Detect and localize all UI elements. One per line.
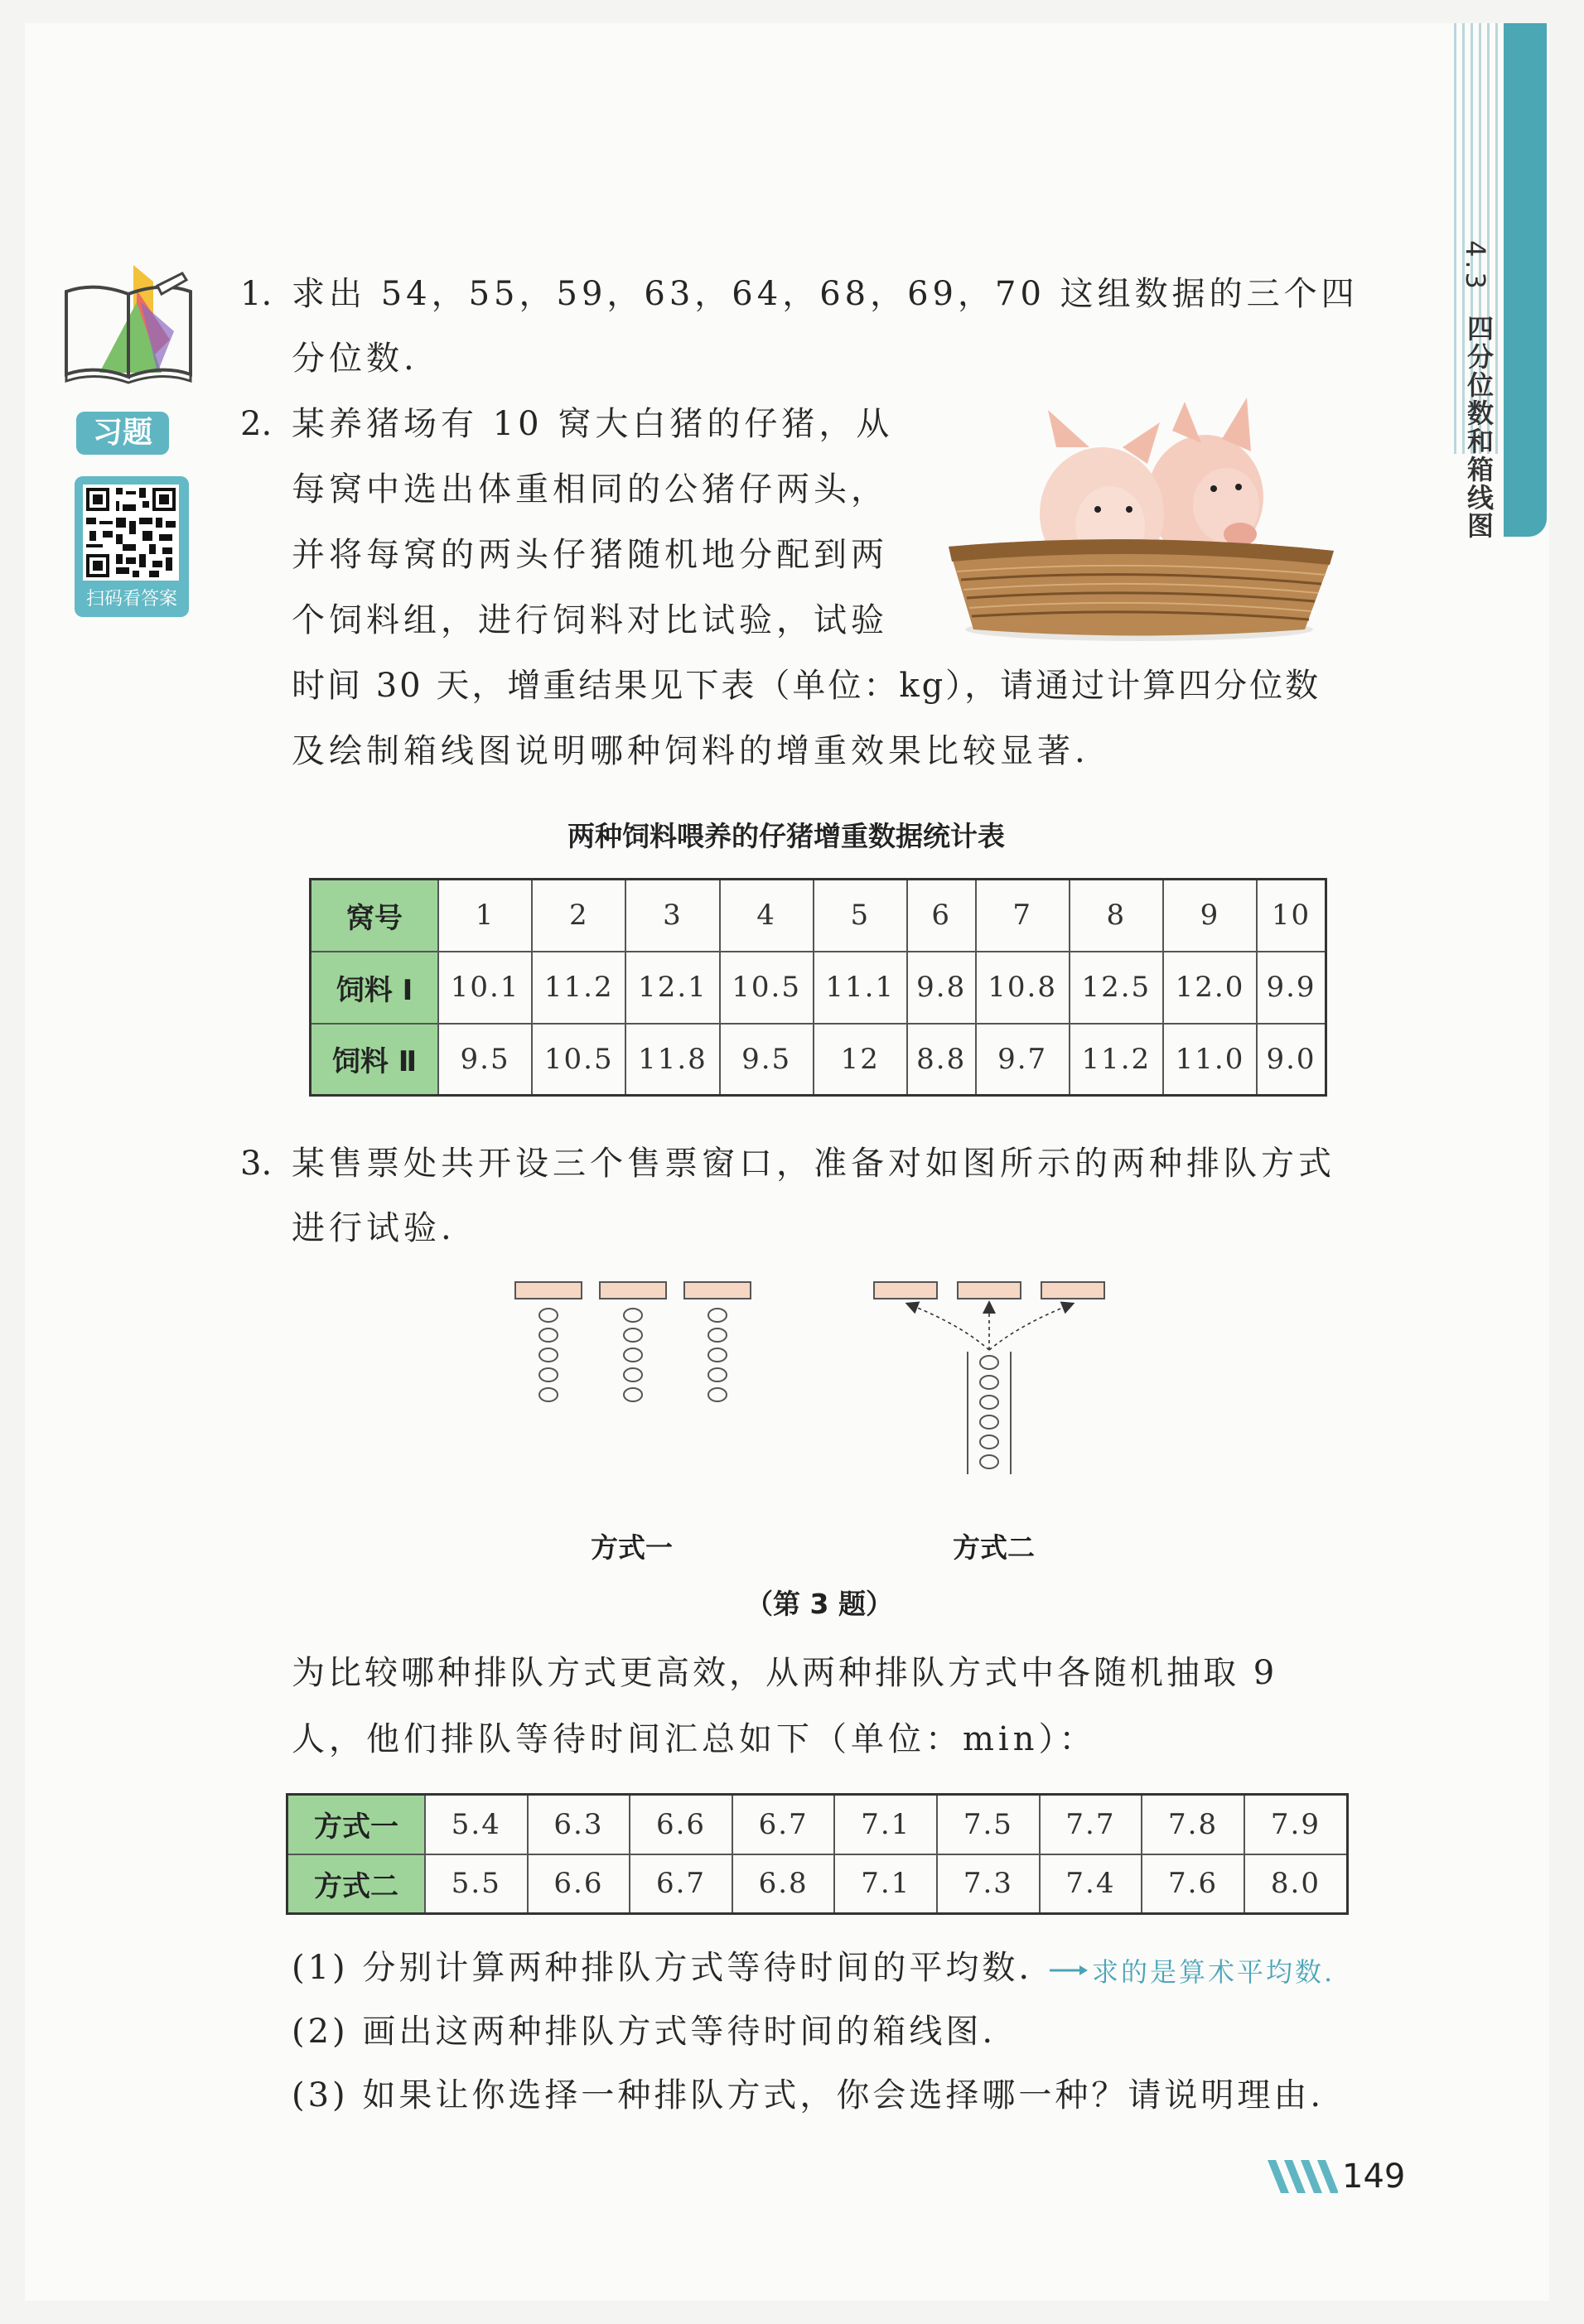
section-tab — [1504, 23, 1547, 537]
table-cell: 9.0 — [1257, 1024, 1326, 1096]
problem-2-line-5: 时间 30 天，增重结果见下表（单位：kg），请通过计算四分位数 — [292, 667, 1321, 705]
table-cell: 8.8 — [907, 1024, 976, 1096]
table-cell: 8.0 — [1244, 1854, 1348, 1914]
table-cell: 11.8 — [625, 1024, 719, 1096]
exercise-badge: 习题 — [76, 412, 169, 455]
qr-caption: 扫码看答案 — [85, 589, 177, 610]
table-header-row — [311, 880, 1326, 952]
problem-3-line-3: 为比较哪种排队方式更高效，从两种排队方式中各随机抽取 9 — [292, 1654, 1278, 1692]
problem-3-number: 3. — [240, 1145, 273, 1183]
feed-table-title: 两种饲料喂养的仔猪增重数据统计表 — [567, 820, 1005, 852]
row-label: 饲料 Ⅰ — [311, 952, 439, 1024]
table-cell: 11.2 — [532, 952, 625, 1024]
table-cell: 12 — [814, 1024, 907, 1096]
table-header-cell: 4 — [720, 880, 814, 952]
figure-label-mode-1: 方式一 — [591, 1531, 673, 1564]
table-cell: 7.8 — [1142, 1795, 1244, 1854]
table-cell: 10.5 — [532, 1024, 625, 1096]
queue-diagram — [497, 1259, 1127, 1507]
sub-question-2: (2) 画出这两种排队方式等待时间的箱线图. — [292, 2013, 997, 2051]
table-cell: 12.1 — [625, 952, 719, 1024]
table-cell: 6.8 — [732, 1854, 835, 1914]
piglets-in-basket-image — [932, 381, 1346, 646]
table-cell: 6.7 — [630, 1854, 732, 1914]
table-row — [311, 1024, 1326, 1096]
figure-caption: （第 3 题） — [746, 1588, 893, 1620]
table-cell: 5.5 — [425, 1854, 528, 1914]
table-header-cell: 10 — [1257, 880, 1326, 952]
sub-question-3: (3) 如果让你选择一种排队方式，你会选择哪一种？请说明理由. — [292, 2076, 1325, 2114]
qr-code-card[interactable] — [75, 476, 189, 617]
table-cell: 10.8 — [976, 952, 1070, 1024]
table-cell: 9.5 — [720, 1024, 814, 1096]
table-cell: 7.5 — [937, 1795, 1040, 1854]
table-header-cell: 6 — [907, 880, 976, 952]
table-header-cell: 2 — [532, 880, 625, 952]
section-number: 4.3 — [1460, 240, 1491, 292]
table-cell: 9.9 — [1257, 952, 1326, 1024]
table-header-cell: 7 — [976, 880, 1070, 952]
page-number: 149 — [1342, 2158, 1406, 2196]
table-cell: 11.1 — [814, 952, 907, 1024]
table-cell: 5.4 — [425, 1795, 528, 1854]
sub-question-1: (1) 分别计算两种排队方式等待时间的平均数. — [292, 1949, 1033, 1987]
problem-2-line-2: 每窝中选出体重相同的公猪仔两头， — [292, 470, 888, 509]
arrow-icon — [1048, 1965, 1089, 1976]
table-cell: 7.7 — [1040, 1795, 1142, 1854]
table-cell: 12.5 — [1070, 952, 1163, 1024]
row-label: 方式二 — [287, 1854, 426, 1914]
table-cell: 10.5 — [720, 952, 814, 1024]
table-cell: 6.6 — [630, 1795, 732, 1854]
table-cell: 12.0 — [1163, 952, 1257, 1024]
table-cell: 10.1 — [438, 952, 532, 1024]
figure-label-mode-2: 方式二 — [953, 1531, 1035, 1564]
table-cell: 7.1 — [834, 1795, 937, 1854]
table-header-cell: 1 — [438, 880, 532, 952]
table-header-cell: 8 — [1070, 880, 1163, 952]
feed-weight-table — [309, 878, 1327, 1097]
problem-2-line-4: 个饲料组，进行饲料对比试验，试验 — [292, 601, 888, 639]
table-cell: 7.4 — [1040, 1854, 1142, 1914]
table-cell: 7.9 — [1244, 1795, 1348, 1854]
problem-3-line-4: 人，他们排队等待时间汇总如下（单位：min）： — [292, 1720, 1097, 1758]
side-note: 求的是算术平均数. — [1092, 1956, 1335, 1988]
table-cell: 6.7 — [732, 1795, 835, 1854]
page-number-chevrons-icon — [1268, 2160, 1338, 2193]
table-cell: 11.0 — [1163, 1024, 1257, 1096]
problem-1-line-1: 求出 54，55，59，63，64，68，69，70 这组数据的三个四 — [292, 275, 1359, 313]
waiting-time-table — [286, 1793, 1349, 1915]
table-cell: 7.6 — [1142, 1854, 1244, 1914]
table-cell: 6.3 — [528, 1795, 630, 1854]
table-cell: 9.5 — [438, 1024, 532, 1096]
table-cell: 7.1 — [834, 1854, 937, 1914]
row-label: 方式一 — [287, 1795, 426, 1854]
table-row — [311, 952, 1326, 1024]
table-header-label: 窝号 — [311, 880, 439, 952]
table-row — [287, 1795, 1348, 1854]
problem-2-line-6: 及绘制箱线图说明哪种饲料的增重效果比较显著. — [292, 732, 1089, 770]
section-title: 四分位数和箱线图 — [1463, 315, 1495, 540]
table-cell: 9.7 — [976, 1024, 1070, 1096]
table-row — [287, 1854, 1348, 1914]
problem-1-number: 1. — [240, 275, 273, 313]
exercise-book-icon — [62, 257, 195, 389]
row-label: 饲料 Ⅱ — [311, 1024, 439, 1096]
table-cell: 7.3 — [937, 1854, 1040, 1914]
problem-3-line-2: 进行试验. — [292, 1209, 456, 1247]
problem-3-line-1: 某售票处共开设三个售票窗口，准备对如图所示的两种排队方式 — [292, 1145, 1335, 1183]
problem-2-number: 2. — [240, 405, 273, 443]
problem-2-line-3: 并将每窝的两头仔猪随机地分配到两 — [292, 536, 888, 574]
qr-code-icon — [83, 485, 179, 581]
problem-2-line-1: 某养猪场有 10 窝大白猪的仔猪，从 — [292, 405, 894, 443]
table-cell: 11.2 — [1070, 1024, 1163, 1096]
table-cell: 6.6 — [528, 1854, 630, 1914]
problem-1-line-2: 分位数. — [292, 340, 418, 378]
table-cell: 9.8 — [907, 952, 976, 1024]
table-header-cell: 3 — [625, 880, 719, 952]
table-header-cell: 5 — [814, 880, 907, 952]
table-header-cell: 9 — [1163, 880, 1257, 952]
